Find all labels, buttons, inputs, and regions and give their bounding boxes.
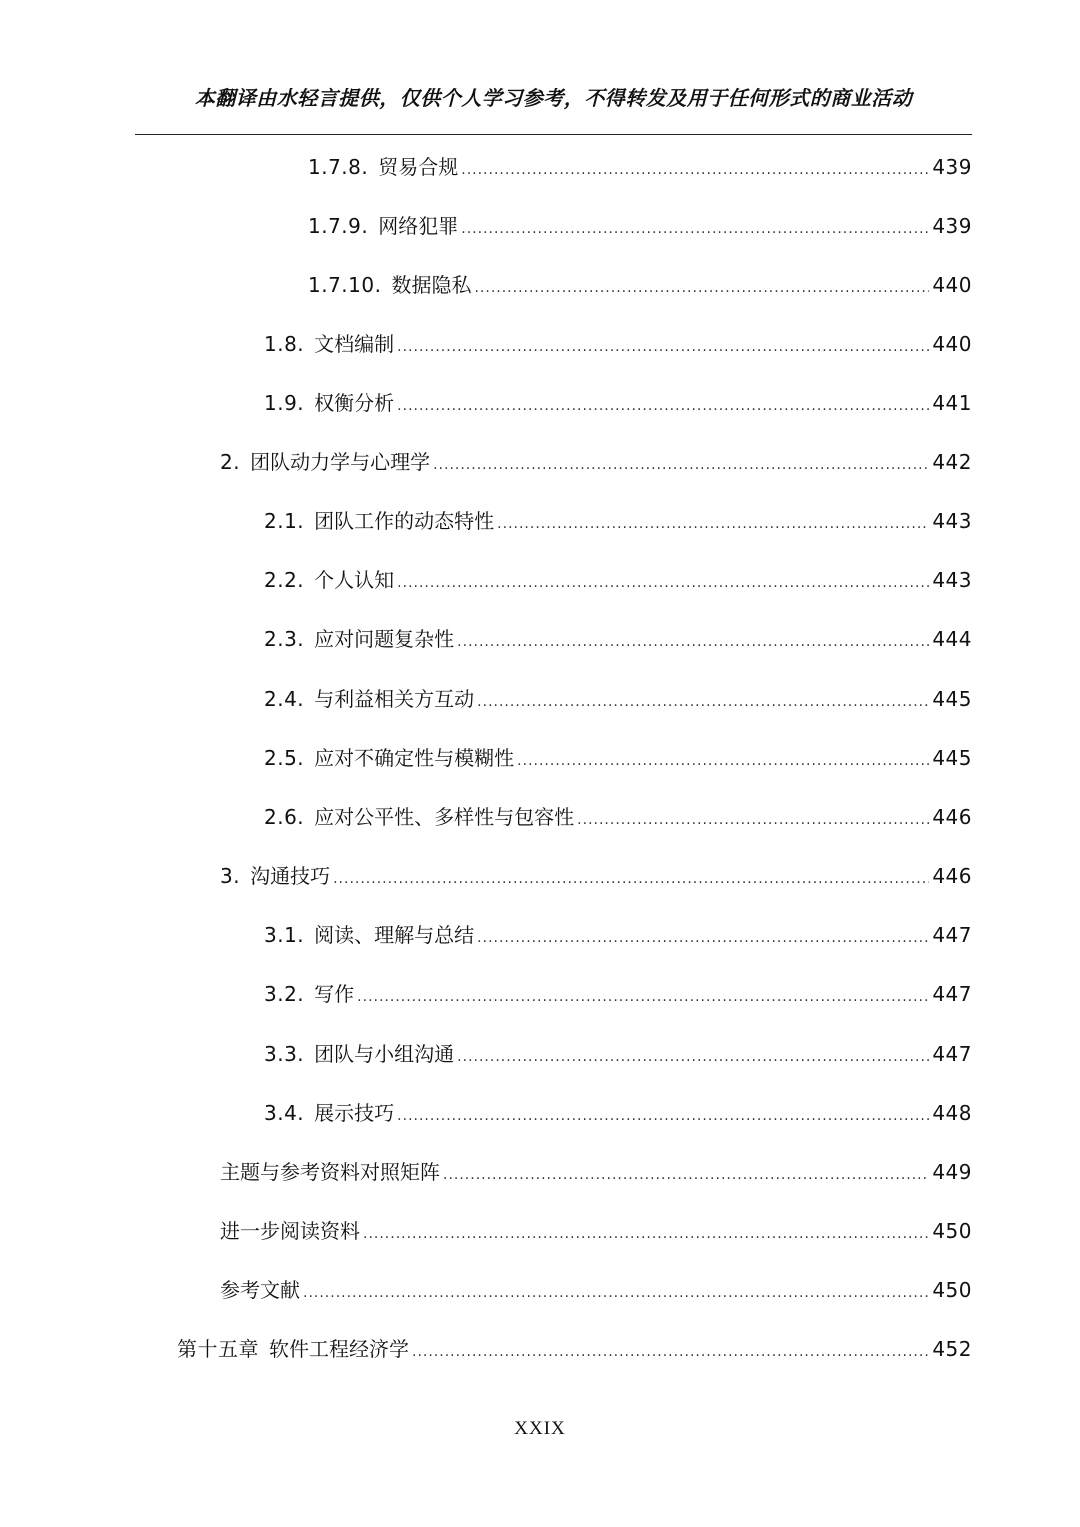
toc-entry-title: 3. 沟通技巧 bbox=[220, 864, 331, 888]
toc-entry[interactable] bbox=[264, 684, 972, 714]
toc-entry-title: 3.1. 阅读、理解与总结 bbox=[264, 923, 475, 947]
toc-entry-title: 2.6. 应对公平性、多样性与包容性 bbox=[264, 805, 575, 829]
toc-page-number: 445 bbox=[932, 687, 972, 711]
toc-entry[interactable] bbox=[264, 565, 972, 595]
toc-page-number: 446 bbox=[932, 864, 972, 888]
toc-entry-title: 3.3. 团队与小组沟通 bbox=[264, 1042, 455, 1066]
toc-entry[interactable] bbox=[264, 743, 972, 773]
toc-leader-dots bbox=[474, 273, 929, 303]
toc-entry-title: 2.4. 与利益相关方互动 bbox=[264, 687, 475, 711]
toc-page-number: 443 bbox=[932, 509, 972, 533]
toc-page-number: 447 bbox=[932, 982, 972, 1006]
toc-entry[interactable] bbox=[264, 1098, 972, 1128]
page-header: 本翻译由水轻言提供，仅供个人学习参考，不得转发及用于任何形式的商业活动 bbox=[194, 86, 913, 110]
toc-page-number: 446 bbox=[932, 805, 972, 829]
toc-page-number: 442 bbox=[932, 450, 972, 474]
toc-entry-title: 3.4. 展示技巧 bbox=[264, 1101, 395, 1125]
toc-entry[interactable] bbox=[308, 211, 972, 241]
toc-entry-title: 2.3. 应对问题复杂性 bbox=[264, 627, 455, 651]
toc-page-number: 439 bbox=[932, 155, 972, 179]
toc-entry-title: 2. 团队动力学与心理学 bbox=[220, 450, 431, 474]
toc-leader-dots bbox=[477, 687, 929, 717]
toc-entry[interactable] bbox=[220, 1216, 972, 1246]
toc-entry[interactable] bbox=[264, 388, 972, 418]
toc-page-number: 445 bbox=[932, 746, 972, 770]
toc-entry[interactable] bbox=[220, 1157, 972, 1187]
toc-entry[interactable] bbox=[264, 920, 972, 950]
toc-leader-dots bbox=[397, 332, 929, 362]
toc-entry[interactable] bbox=[264, 1039, 972, 1069]
toc-entry-title: 1.9. 权衡分析 bbox=[264, 391, 395, 415]
toc-page-number: 449 bbox=[932, 1160, 972, 1184]
toc-page-number: 450 bbox=[932, 1219, 972, 1243]
toc-leader-dots bbox=[357, 982, 929, 1012]
toc-entry-title: 2.1. 团队工作的动态特性 bbox=[264, 509, 495, 533]
toc-chapter-entry[interactable] bbox=[177, 1334, 972, 1364]
toc-entry-title: 1.8. 文档编制 bbox=[264, 332, 395, 356]
toc-page-number: 450 bbox=[932, 1278, 972, 1302]
toc-page-number: 440 bbox=[932, 332, 972, 356]
page-number-footer: XXIX bbox=[514, 1418, 566, 1439]
toc-leader-dots bbox=[461, 214, 929, 244]
toc-leader-dots bbox=[497, 509, 929, 539]
toc-leader-dots bbox=[397, 1101, 929, 1131]
toc-page-number: 440 bbox=[932, 273, 972, 297]
toc-leader-dots bbox=[477, 923, 929, 953]
toc-leader-dots bbox=[303, 1278, 929, 1308]
toc-leader-dots bbox=[443, 1160, 929, 1190]
toc-leader-dots bbox=[333, 864, 929, 894]
toc-page-number: 439 bbox=[932, 214, 972, 238]
toc-entry-title: 主题与参考资料对照矩阵 bbox=[220, 1160, 440, 1184]
toc-entry[interactable] bbox=[264, 329, 972, 359]
toc-entry[interactable] bbox=[220, 1275, 972, 1305]
toc-entry-title: 进一步阅读资料 bbox=[220, 1219, 360, 1243]
toc-leader-dots bbox=[457, 1042, 929, 1072]
toc-entry[interactable] bbox=[264, 802, 972, 832]
toc-page-number: 452 bbox=[932, 1337, 972, 1361]
toc-page-number: 448 bbox=[932, 1101, 972, 1125]
toc-entry-title: 3.2. 写作 bbox=[264, 982, 355, 1006]
toc-leader-dots bbox=[457, 627, 929, 657]
toc-entry[interactable] bbox=[220, 447, 972, 477]
toc-entry-title: 1.7.9. 网络犯罪 bbox=[308, 214, 459, 238]
toc-entry-title: 参考文献 bbox=[220, 1278, 300, 1302]
toc-entry-title: 1.7.8. 贸易合规 bbox=[308, 155, 459, 179]
toc-entry[interactable] bbox=[264, 624, 972, 654]
toc-entry[interactable] bbox=[308, 270, 972, 300]
toc-entry[interactable] bbox=[220, 861, 972, 891]
toc-page-number: 447 bbox=[932, 1042, 972, 1066]
toc-entry-title: 第十五章 软件工程经济学 bbox=[177, 1337, 409, 1361]
toc-entry[interactable] bbox=[264, 506, 972, 536]
toc-page-number: 444 bbox=[932, 627, 972, 651]
toc-page-number: 441 bbox=[932, 391, 972, 415]
toc-entry[interactable] bbox=[308, 152, 972, 182]
toc-entry-title: 1.7.10. 数据隐私 bbox=[308, 273, 472, 297]
toc-leader-dots bbox=[461, 155, 929, 185]
toc-leader-dots bbox=[397, 391, 929, 421]
toc-leader-dots bbox=[412, 1337, 929, 1367]
toc-entry-title: 2.5. 应对不确定性与模糊性 bbox=[264, 746, 515, 770]
toc-entry-title: 2.2. 个人认知 bbox=[264, 568, 395, 592]
toc-leader-dots bbox=[577, 805, 929, 835]
toc-leader-dots bbox=[433, 450, 929, 480]
toc-entry[interactable] bbox=[264, 979, 972, 1009]
toc-page-number: 447 bbox=[932, 923, 972, 947]
toc-leader-dots bbox=[363, 1219, 929, 1249]
toc-page-number: 443 bbox=[932, 568, 972, 592]
toc-leader-dots bbox=[397, 568, 929, 598]
toc-leader-dots bbox=[517, 746, 929, 776]
